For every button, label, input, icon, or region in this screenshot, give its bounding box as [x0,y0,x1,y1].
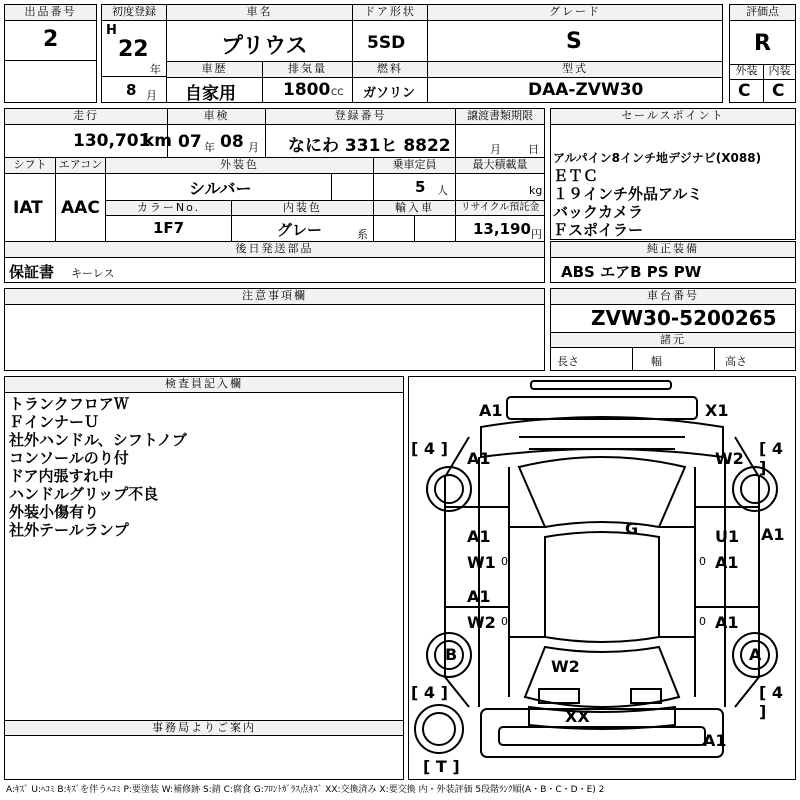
shift-header: シフト [5,158,55,173]
chassis-header: 車台番号 [551,289,795,305]
recycle-deposit: 13,190 [473,220,531,238]
damage-a-right-rear-wheel: A [749,645,762,664]
ext-color-header: 外装色 [106,158,373,173]
damage-a1-right-pillar: A1 [761,525,785,544]
spec-grid [4,157,545,242]
damage-w1-left-front-door: W1 [467,553,496,572]
sales-point-3: １９インチ外品アルミ [553,185,703,203]
tire-fl: [ 4 ] [411,439,448,458]
sales-point-2: ＥＴＣ [553,167,599,185]
damage-a1-left-fender: A1 [467,449,491,468]
sales-point-5: Ｆスポイラー [553,221,644,239]
office-header: 事務局よりご案内 [5,721,403,735]
inspection-year-unit: 年 [204,141,215,154]
color-no-header: カラーNo. [106,201,231,215]
model: DAA-ZVW30 [528,80,644,100]
reg-year: 22 [118,37,149,62]
tire-rl: [ 4 ] [411,683,448,702]
fuel-header: 燃料 [353,62,427,78]
transfer-month: 月 [490,143,501,156]
spare-tire: [ T ] [423,757,460,776]
damage-a1-left-front-door: A1 [467,527,491,546]
inspector-note-8: 社外テールランプ [9,521,129,539]
mark-0-left-front: 0 [501,555,508,568]
car-name-box [166,4,353,62]
lot-number: 2 [43,27,59,52]
damage-x1-front-bumper: X1 [705,401,729,420]
damage-a1-right-rear-door: A1 [715,613,739,632]
registration-number: なにわ 331ヒ 8822 [288,136,451,156]
max-load-header: 最大積載量 [456,158,544,173]
history-header: 車歴 [167,62,262,78]
car-name: プリウス [221,34,308,59]
mileage-box [4,108,173,158]
equipment-box [550,241,796,283]
chassis-number: ZVW30-5200265 [591,306,777,330]
transfer-header: 譲渡書類期限 [456,109,544,125]
door-header: ドア形状 [353,5,427,21]
equipment: ABS エアB PS PW [561,263,702,281]
displacement-box [262,61,353,103]
damage-u1-right-front-door: U1 [715,527,740,546]
grade: S [566,29,582,54]
recycle-header: リサイクル預託金 [456,201,544,215]
inspection-year: 07 [178,132,202,152]
fuel: ガソリン [363,86,416,101]
notes-box [4,288,545,371]
car-diagram-box [408,376,796,780]
displacement: 1800 [283,80,331,100]
inspector-header: 検査員記入欄 [5,377,403,393]
aircon: AAC [61,198,100,218]
sales-point-header: セールスポイント [551,109,795,125]
chassis-box [550,288,796,371]
first-registration-header: 初度登録 [102,5,166,21]
equipment-header: 純正装備 [551,242,795,258]
inspector-note-2: ＦインナーＵ [9,413,100,431]
sales-point-box [550,108,796,240]
damage-xx-rear-panel: XX [565,707,590,726]
int-color: グレー [277,221,323,239]
specs-header: 諸元 [551,333,795,347]
era: H [106,23,117,38]
ext-color: シルバー [189,179,252,198]
later-parts-keyless: キーレス [71,267,115,280]
tire-fr: [ 4 ] [759,439,784,477]
first-registration-box [101,4,167,103]
lot-number-header: 出品番号 [5,5,96,21]
model-box [427,61,723,103]
model-header: 型式 [428,62,722,78]
mileage-header: 走行 [5,109,167,125]
capacity-header: 乗車定員 [374,158,455,173]
kei-unit: 系 [357,228,368,241]
legend-footer: A:ｷｽﾞ U:ﾍｺﾐ B:ｷｽﾞを伴うﾍｺﾐ P:要塗装 W:補修跡 S:錆 C:腐食 G:ﾌﾛﾝﾄｶﾞﾗｽ点ｷｽﾞ XX:交換済み X:要交換 内・外装評価 5段階ﾗﾝｸ順(A・B・C・D・E) 2 [6,785,605,795]
inspector-note-5: ドア内張すれ中 [9,467,114,485]
reg-month: 8 [126,81,137,99]
grade-box [427,4,723,62]
door-box [352,4,428,62]
later-parts: 保証書 [9,263,55,281]
sales-point-4: バックカメラ [553,203,644,221]
damage-w2-right-fender: W2 [715,449,744,468]
tire-rr: [ 4 ] [759,683,784,721]
yen-unit: 円 [531,228,542,241]
damage-g-windshield: G [625,519,639,538]
km-unit: km [143,131,173,151]
car-name-header: 車名 [167,5,352,21]
transfer-box [455,108,545,158]
sales-point-1: アルパイン8インチ地デジナビ(X088) [553,151,762,165]
mileage: 130,701 [73,131,151,151]
interior-header: 内装 [768,64,791,77]
later-parts-box [4,241,545,283]
damage-w2-left-rear-door: W2 [467,613,496,632]
cc-unit: CC [331,88,344,98]
grade-header: グレード [428,5,722,21]
year-unit: 年 [150,63,161,76]
history: 自家用 [185,84,236,104]
inspection-month-unit: 月 [248,141,259,154]
width-label: 幅 [651,355,662,368]
mark-0-left-rear: 0 [501,615,508,628]
aircon-header: エアコン [56,158,105,173]
score-header: 評価点 [730,5,795,21]
exterior-header: 外装 [735,64,758,77]
registration-number-box [265,108,456,158]
history-box [166,61,263,103]
car-diagram [409,377,795,779]
length-label: 長さ [557,355,579,368]
score: R [754,31,771,56]
notes-header: 注意事項欄 [5,289,544,305]
displacement-header: 排気量 [263,62,352,78]
shift: IAT [13,198,43,218]
inspector-note-1: トランクフロアＷ [9,395,129,413]
damage-w2-trunk: W2 [551,657,580,676]
mark-0-right-front: 0 [699,555,706,568]
transfer-day: 日 [528,143,539,156]
damage-a1-left-rear-door: A1 [467,587,491,606]
damage-a1-rear-bumper: A1 [703,731,727,750]
month-unit: 月 [146,89,157,102]
damage-b-left-rear-wheel: B [445,645,458,664]
int-color-header: 内装色 [232,201,373,215]
later-parts-header: 後日発送部品 [5,242,544,258]
lot-number-box [4,4,97,103]
inspection-month: 08 [220,132,244,152]
import-header: 輸入車 [374,201,455,215]
inspection-box [167,108,266,158]
height-label: 高さ [725,355,747,368]
inspector-note-4: コンソールのり付 [9,449,129,467]
inspector-note-6: ハンドルグリップ不良 [9,485,159,503]
mark-0-right-rear: 0 [699,615,706,628]
registration-number-header: 登録番号 [266,109,455,125]
inspector-box [4,376,404,780]
fuel-box [352,61,428,103]
inspection-header: 車検 [168,109,265,125]
score-box [729,4,796,103]
inspector-note-3: 社外ハンドル、シフトノブ [9,431,187,449]
damage-a1-front-bumper: A1 [479,401,503,420]
exterior-grade: C [738,81,751,101]
door-type: 5SD [367,33,406,53]
interior-grade: C [772,81,785,101]
kg-unit: kg [529,184,543,197]
inspector-note-7: 外装小傷有り [9,503,100,521]
capacity: 5 [415,178,426,196]
person-unit: 人 [437,184,448,197]
damage-a1-right-front-door: A1 [715,553,739,572]
color-no: 1F7 [153,219,185,237]
